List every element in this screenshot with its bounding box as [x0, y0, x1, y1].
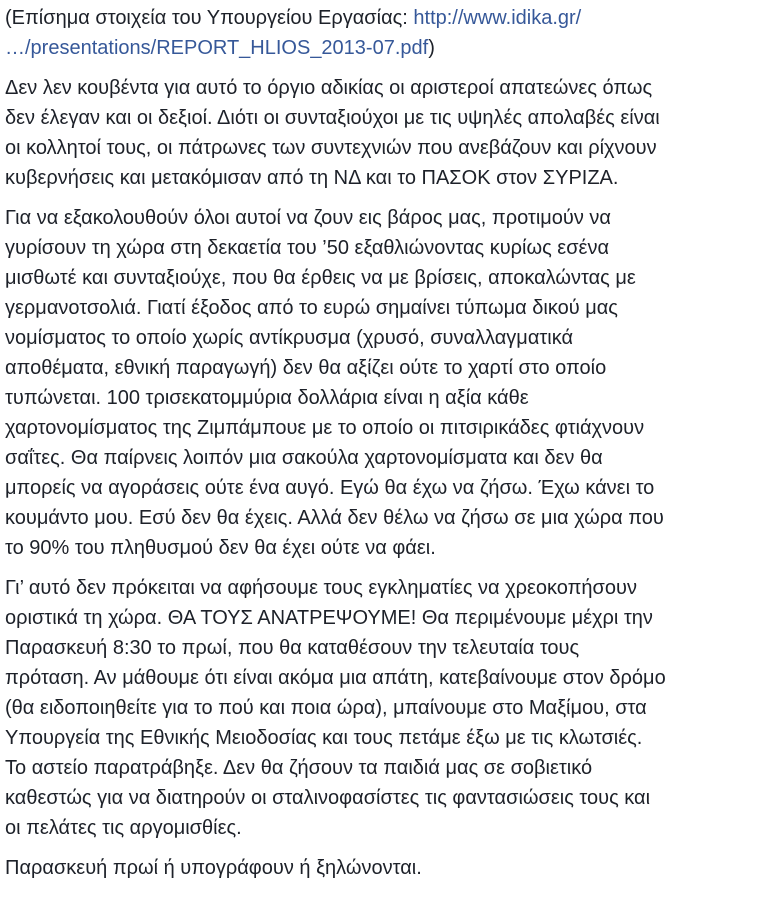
paragraph-4: Παρασκευή πρωί ή υπογράφουν ή ξηλώνονται. [5, 857, 422, 879]
source-suffix: ) [428, 37, 435, 59]
paragraph-2: Για να εξακολουθούν όλοι αυτοί να ζουν εις βάρος μας, προτιμούν να γυρίσουν τη χώρα στη δεκαετία του ’50 εξαθλιώνοντας κυρίως εσένα μισθωτέ και συνταξιούχε, που θα έρθεις να με βρίσεις, αποκαλώντας με γερμανοτσολιά. Γιατί έξοδος από το ευρώ σημαίνει τύπωμα δικού μας νομίσματος το οποίο χωρίς αντίκρυσμα (χρυσό, συναλλαγματικά αποθέματα, εθνική παραγωγή) δεν θα αξίζει ούτε το χαρτί στο οποίο τυπώνεται. 100 τρισεκατομμύρια δολλάρια είναι η αξία κάθε χαρτονομίσματος της Ζιμπάμπουε με το οποίο οι πιτσιρικάδες φτιάχνουν σαΐτες. Θα παίρνεις λοιπόν μια σακούλα χαρτονομίσματα και δεν θα μπορείς να αγοράσεις ούτε ένα αυγό. Εγώ θα έχω να ζήσω. Έχω κάνει το κουμάντο μου. Εσύ δεν θα έχεις. Αλλά δεν θέλω να ζήσω σε μια χώρα που το 90% του πληθυσμού δεν θα έχει ούτε να φάει. [5, 207, 664, 559]
source-link[interactable]: http://www.idika.gr/ …/presentations/REPORT_HLIOS_2013-07.pdf [5, 7, 582, 59]
post-body [5, 3, 767, 893]
source-prefix: (Επίσημα στοιχεία του Υπουργείου Εργασίας: [5, 7, 414, 29]
source-line [5, 3, 767, 63]
paragraph-3: Γι’ αυτό δεν πρόκειται να αφήσουμε τους εγκληματίες να χρεοκοπήσουν οριστικά τη χώρα. ΘΑ ΤΟΥΣ ΑΝΑΤΡΕΨΟΥΜΕ! Θα περιμένουμε μέχρι την Παρασκευή 8:30 το πρωί, που θα καταθέσουν την τελευταία τους πρόταση. Αν μάθουμε ότι είναι ακόμα μια απάτη, κατεβαίνουμε στον δρόμο (θα ειδοποιηθείτε για το πού και ποια ώρα), μπαίνουμε στο Μαξίμου, στα Υπουργεία της Εθνικής Μειοδοσίας και τους πετάμε έξω με τις κλωτσιές. Το αστείο παρατράβηξε. Δεν θα ζήσουν τα παιδιά μας σε σοβιετικό καθεστώς για να διατηρούν οι σταλινοφασίστες τις φαντασιώσεις τους και οι πελάτες τις αργομισθίες. [5, 577, 666, 839]
paragraph-1: Δεν λεν κουβέντα για αυτό το όργιο αδικίας οι αριστεροί απατεώνες όπως δεν έλεγαν και οι δεξιοί. Διότι οι συνταξιούχοι με τις υψηλές απολαβές είναι οι κολλητοί τους, οι πάτρωνες των συντεχνιών που ανεβάζουν και ρίχνουν κυβερνήσεις και μετακόμισαν από τη ΝΔ και το ΠΑΣΟΚ στον ΣΥΡΙΖΑ. [5, 77, 660, 189]
